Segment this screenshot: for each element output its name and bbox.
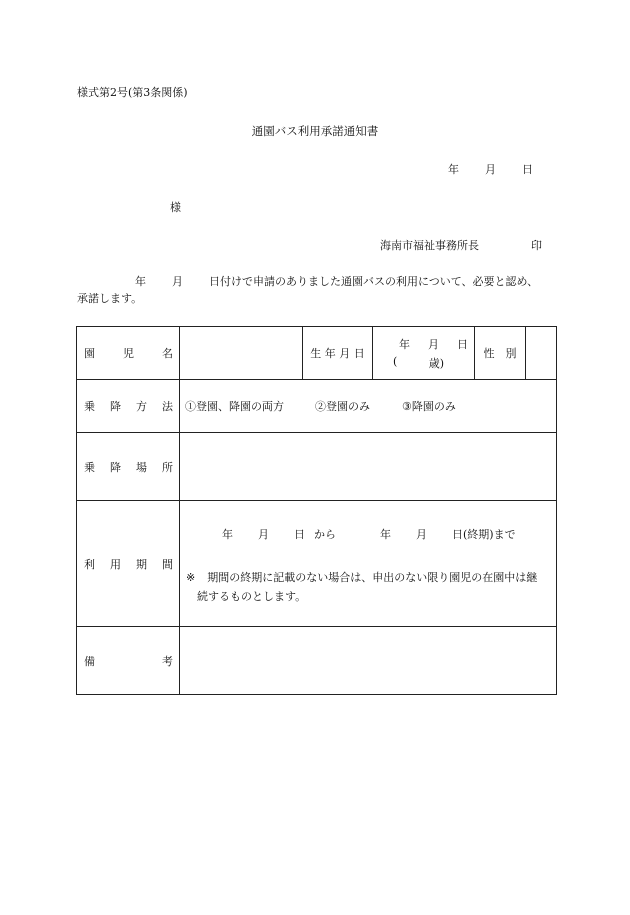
row-boarding-place — [77, 433, 557, 501]
issue-date-line — [448, 161, 533, 177]
sex-label: 性 別 — [475, 327, 526, 380]
sex-field[interactable] — [526, 327, 557, 380]
birth-date-label: 生 年 月 日 — [303, 327, 373, 380]
note-mark: ※ — [186, 570, 196, 584]
body-line2: 承諾します。 — [77, 292, 143, 305]
period-note: ※ 期間の終期に記載のない場合は、申出のない限り園児の在園中は継 続するものとします。 — [186, 570, 538, 603]
boarding-method-label: 乗 降 方 法 — [77, 380, 180, 433]
period-range: 年 月 日 から 年 月 日(終期)まで — [222, 527, 516, 541]
option-pick-up[interactable]: ③降園のみ — [402, 400, 456, 413]
row-boarding-method — [77, 380, 557, 433]
issuer-name: 海南市福祉事務所長 — [380, 239, 479, 252]
remarks-label: 備 考 — [77, 627, 180, 695]
birth-date-field[interactable]: 年 月 日 ( 歳) — [373, 327, 475, 380]
row-child — [77, 327, 557, 380]
body-rest: 日付けで申請のありました通園バスの利用について、必要と認め、 — [209, 275, 539, 288]
age-close: 歳) — [428, 356, 444, 370]
document-title: 通園バス利用承諾通知書 — [251, 124, 379, 138]
seal-mark: 印 — [531, 239, 542, 252]
row-period — [77, 501, 557, 627]
date-year: 年 — [448, 163, 459, 176]
boarding-place-label: 乗 降 場 所 — [77, 433, 180, 501]
issuer-line — [380, 237, 542, 253]
date-day: 日 — [522, 163, 533, 176]
remarks-field[interactable] — [180, 627, 557, 695]
period-field — [180, 501, 557, 627]
addressee-suffix: 様 — [170, 201, 181, 214]
age-open: ( — [393, 354, 398, 368]
boarding-method-options — [180, 380, 557, 433]
option-drop-off[interactable]: ②登園のみ — [315, 400, 370, 413]
child-name-label: 園 児 名 — [77, 327, 180, 380]
option-both[interactable]: ①登園、降園の両方 — [185, 400, 284, 413]
permit-table — [76, 326, 557, 695]
period-label: 利 用 期 間 — [77, 501, 180, 627]
body-year: 年 — [135, 275, 146, 288]
form-number-label: 様式第2号(第3条関係) — [77, 86, 188, 99]
boarding-place-field[interactable] — [180, 433, 557, 501]
date-month: 月 — [485, 163, 496, 176]
row-remarks — [77, 627, 557, 695]
body-paragraph — [77, 273, 557, 307]
child-name-field[interactable] — [180, 327, 303, 380]
body-month: 月 — [172, 275, 183, 288]
